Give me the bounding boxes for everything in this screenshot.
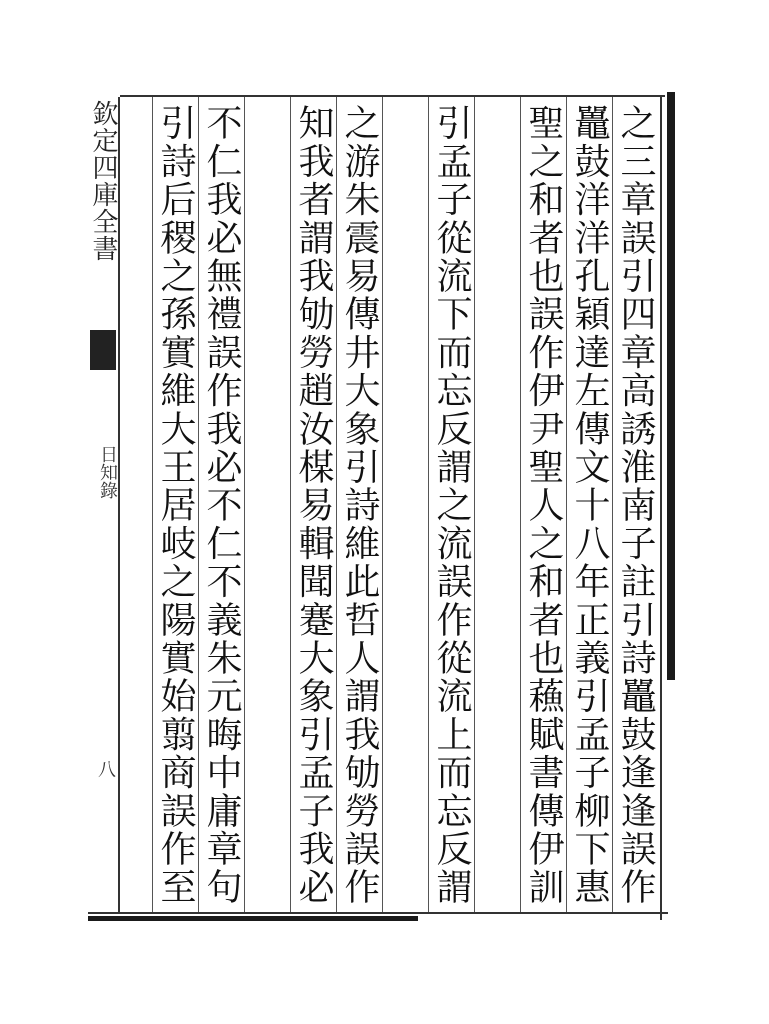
column-rule <box>244 97 245 912</box>
text-column-3: 聖之和者也誤作伊尹聖人之和者也蘓賦書傳伊訓 <box>523 104 564 907</box>
margin-page-number: 八 <box>95 760 116 778</box>
frame-bottom-thick-border <box>88 916 418 921</box>
margin-fish-tail-mark <box>90 330 116 370</box>
text-column-6: 知我者謂我劬勞趙汝楳易輯聞蹇大象引孟子我必 <box>293 104 334 907</box>
column-rule <box>382 97 383 912</box>
column-rule <box>474 97 475 912</box>
text-column-2: 鼉鼓洋洋孔穎達左傳文十八年正義引孟子柳下惠 <box>569 104 610 907</box>
margin-collection-title: 欽定四庫全書 <box>88 100 118 262</box>
text-column-1: 之三章誤引四章高誘淮南子註引詩鼉鼓逢逢誤作 <box>615 104 656 907</box>
frame-right-border <box>660 95 662 920</box>
margin-book-title: 日知錄 <box>97 445 118 499</box>
frame-right-thick-border <box>667 92 675 680</box>
text-column-7: 不仁我必無禮誤作我必不仁不義朱元晦中庸章句 <box>201 104 242 907</box>
text-column-5: 之游朱震易傳井大象引詩維此哲人謂我劬勞誤作 <box>339 104 380 907</box>
frame-left-border <box>118 97 120 912</box>
text-column-8: 引詩后稷之孫實維大王居岐之陽實始翦商誤作至 <box>155 104 196 907</box>
frame-top-border <box>120 95 665 97</box>
text-column-4: 引孟子從流下而忘反謂之流誤作從流上而忘反謂 <box>431 104 472 907</box>
